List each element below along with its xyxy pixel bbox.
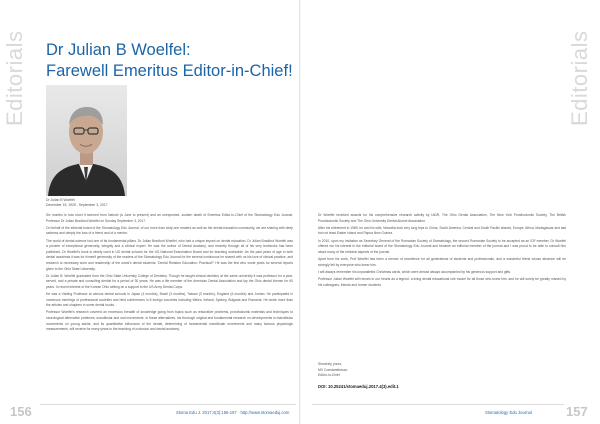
body-paragraph: Six months is how short it seemed from Nairobi (a June to present) and an unexpected, sudden death of Emeritus Editor-in-Chief of the Stomatology Edu Journal, Professor Dr Julian Bradford Woelfel on Sunday September 3, 2017. [46,213,293,223]
body-column-left [46,213,293,334]
section-label-right: Editorials [567,30,592,126]
caption-name: Dr Julian B Woelfel [46,198,75,202]
body-paragraph: After his retirement in 1989, he and his wife, Marcella took very long trips to China, South America, Central and South Pacific islands, Europe, Africa, Madagascar and last but not least Easter Island and Papua New Guinea. [318,225,566,236]
article-title-line-2: Farewell Emeritus Editor-in-Chief! [46,62,293,80]
portrait-photo [46,85,127,196]
body-paragraph: I will always remember his unparalleled Christmas cards, which were almost always accompanied by his generous support and gifts. [318,269,511,274]
body-paragraph: Professor Julian Woelfel will remain in our hearts as a legend, a living dental educational role model for all those who knew him, and he will surely be greatly missed by his colleagues, friends and former students. [318,276,566,287]
body-paragraph: On behalf of the editorial board of the Stomatology Edu Journal, of our more than sixty-one readers as well as the dental education community, we are sharing with deep sadness and deeply the loss of a friend and of a mentor. [46,225,293,236]
page-gutter [299,0,301,424]
section-label-left: Editorials [2,30,27,126]
doi-identifier: DOI: 10.25241/stomaeduj.2017.4(3).edit.1 [318,384,399,389]
page-number-left: 156 [10,404,32,419]
body-column-right [318,213,566,290]
photo-caption [46,198,108,208]
footer-rule-right [312,404,564,405]
footer-citation-link[interactable]: Stoma Edu J. 2017;4(3):156-157 · http://www.stomaeduj.com [176,410,290,415]
body-paragraph: He was a Visiting Professor at various dental schools in Japan (4 months), Brazil (3 months), Taiwan (3 months), England (6 months) and Jordan. He participated in numerous meetings of professional societies and held conferences in 8 foreign countries including Wales, Ireland, Sydney, Bulgaria and Romania. He wrote more than the articles and chapters in some dental books. [46,292,293,308]
body-paragraph: Professor Woelfel's research covered an enormous breadth of knowledge going from topics such as restorative problems, prosthodontic materials and techniques to neurological alternative problems, mandibular and oral movements. In these alternatives, his thorough original and fundamental research on developments in mandibular movements on young adults, and its quantitative influences of the dental, determining of fundamental mandibular movements and many famous physiologic measurements, will receive for many years in the teaching of occlusion and dental anatomy. [46,310,293,332]
body-paragraph: In 2010, upon my invitation as Secretary General of the Romanian Society of Stomatology, the second Romanian Society to be accepted as an IDF member, Dr Woelfel offered me his interest in the editorial board of the Stomatology Edu Journal and became an editorial member of the journal and I was proud to be able to consult him about many of the editorial aspects of the journal. [318,238,566,254]
body-paragraph: Dr Julian B. Woelfel graduated from the Ohio State University College of Dentistry. Though he taught clinical dentistry at the same university it was professor for a year, served, and a private and consulting dentist for a period of 30 years. He was a life member of the American Dental Association and lay the Ohio dental license for 60 years. In recent interest of the Korean Ohio setting on a support to the US Army Dental Corps. [46,273,293,289]
footer-rule-left [40,404,296,405]
right-page [300,0,600,424]
body-paragraph: Dr Woelfel received awards for his comprehensive research activity by IADR, The Ohio Dental Association, The New York Prosthodontic Society, The British Prosthodontic Society and The Ohio University Dental Alumni Association. [318,213,566,223]
body-paragraph: Apart from his work, Prof Woelfel has been a mentor of excellence for all generations of students and professionals, and a wonderful friend whose absence will be strongly felt by everyone who knew him. [318,256,566,267]
signoff-role: Editor-in-Chief [318,373,340,378]
article-title [46,40,296,82]
article-title-line-1: Dr Julian B Woelfel: [46,41,191,59]
page-number-right: 157 [566,404,588,419]
signoff-greeting: Sincerely yours, [318,362,343,366]
portrait-illustration [46,85,127,196]
signoff-author: MV Constantinescu [318,367,348,372]
caption-dates: December 15, 1925 - September 3, 2017 [46,203,108,207]
body-paragraph: The world of dental science lost one of its fundamental pillars. Dr Julian Bradford Woelfel, who had a unique impact on dental education. Dr Julian Bradford Woelfel was a pioneer of exceptional generosity, integrity and a clinical expert. He was the author of Dental Anatomy, and recently through all of his very textbooks has been published. Dr Woelfel's book is widely used in US dental schools for the US National Examination Board and for teaching worldwide. As the past years of age in both dental academia it was for himself generosity of the readers of the Stomatology Edu Journal for the several continuous he shared with us his love of clinical practice, and research is necessary work and readership of the world's dental students. 'Dental Relation Education: Practical?' He was the first who wrote posts for several reports given to the Ohio State University. [46,238,293,271]
signoff-block [318,362,347,379]
footer-journal-name: Stomatology Edu Journal [485,410,532,415]
